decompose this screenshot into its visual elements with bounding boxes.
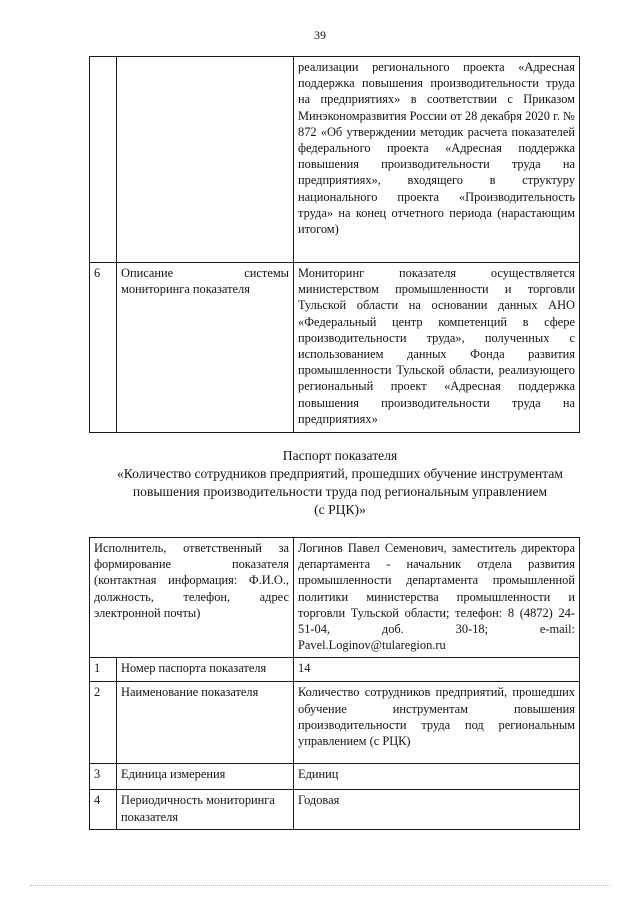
scan-artifact-line	[30, 885, 610, 888]
table-row	[90, 764, 580, 790]
row-label-cell: Периодичность мониторинга показателя	[117, 790, 294, 830]
table-row	[90, 263, 580, 433]
row-number-cell: 4	[90, 790, 117, 830]
row-value-cell: Количество сотрудников предприятий, прошедших обучение инструментам повышения производительности труда под региональным управлением (с РЦК)	[294, 682, 580, 764]
indicator-name-line: повышения производительности труда под региональным управлением	[132, 484, 548, 499]
indicator-name-line: «Количество сотрудников предприятий, прошедших обучение инструментам	[116, 466, 564, 481]
row-label-cell	[117, 57, 294, 263]
responsible-label-cell: Исполнитель, ответственный за формирование показателя (контактная информация: Ф.И.О., должность, телефон, адрес электронной почты)	[90, 538, 294, 658]
row-value-cell: реализации регионального проекта «Адресная поддержка повышения производительности труда на предприятиях» в соответствии с Приказом Минэкономразвития России от 28 декабря 2020 г. № 872 «Об утверждении методик расчета показателей федерального проекта «Адресная поддержка повышения производительности труда на предприятиях», входящего в структуру национального проекта «Производительность труда» на конец отчетного периода (нарастающим итогом)	[294, 57, 580, 263]
table-row	[90, 538, 580, 658]
table-row	[90, 682, 580, 764]
table-row	[90, 790, 580, 830]
row-label-cell: Наименование показателя	[117, 682, 294, 764]
row-value-cell: 14	[294, 658, 580, 682]
row-value-cell: Единиц	[294, 764, 580, 790]
row-label-cell: Описание системы мониторинга показателя	[117, 263, 294, 433]
indicator-passport-table	[89, 537, 580, 830]
row-number-cell: 3	[90, 764, 117, 790]
row-number-cell: 2	[90, 682, 117, 764]
row-number-cell	[90, 57, 117, 263]
row-label-cell: Номер паспорта показателя	[117, 658, 294, 682]
row-value-cell: Мониторинг показателя осуществляется министерством промышленности и торговли Тульской области на основании данных АНО «Федеральный центр компетенций в сфере производительности труда», полученных с использованием данных Фонда развития промышленности Тульской области, реализующего региональный проект «Адресная поддержка повышения производительности труда на предприятиях»	[294, 263, 580, 433]
table-row	[90, 57, 580, 263]
row-number-cell: 1	[90, 658, 117, 682]
indicator-name-line: (с РЦК)»	[314, 502, 366, 517]
page-number: 39	[314, 28, 326, 42]
row-label-cell: Единица измерения	[117, 764, 294, 790]
passport-title	[70, 447, 610, 519]
responsible-value-cell: Логинов Павел Семенович, заместитель директора департамента - начальник отдела развития промышленности департамента промышленной политики министерства промышленности и торговли Тульской области; телефон: 8 (4872) 24-51-04, доб. 30-18; e-mail: Pavel.Loginov@tularegion.ru	[294, 538, 580, 658]
row-value-cell: Годовая	[294, 790, 580, 830]
table-row	[90, 658, 580, 682]
indicator-table-continued	[89, 56, 580, 433]
row-number-cell: 6	[90, 263, 117, 433]
passport-heading: Паспорт показателя	[282, 448, 398, 463]
